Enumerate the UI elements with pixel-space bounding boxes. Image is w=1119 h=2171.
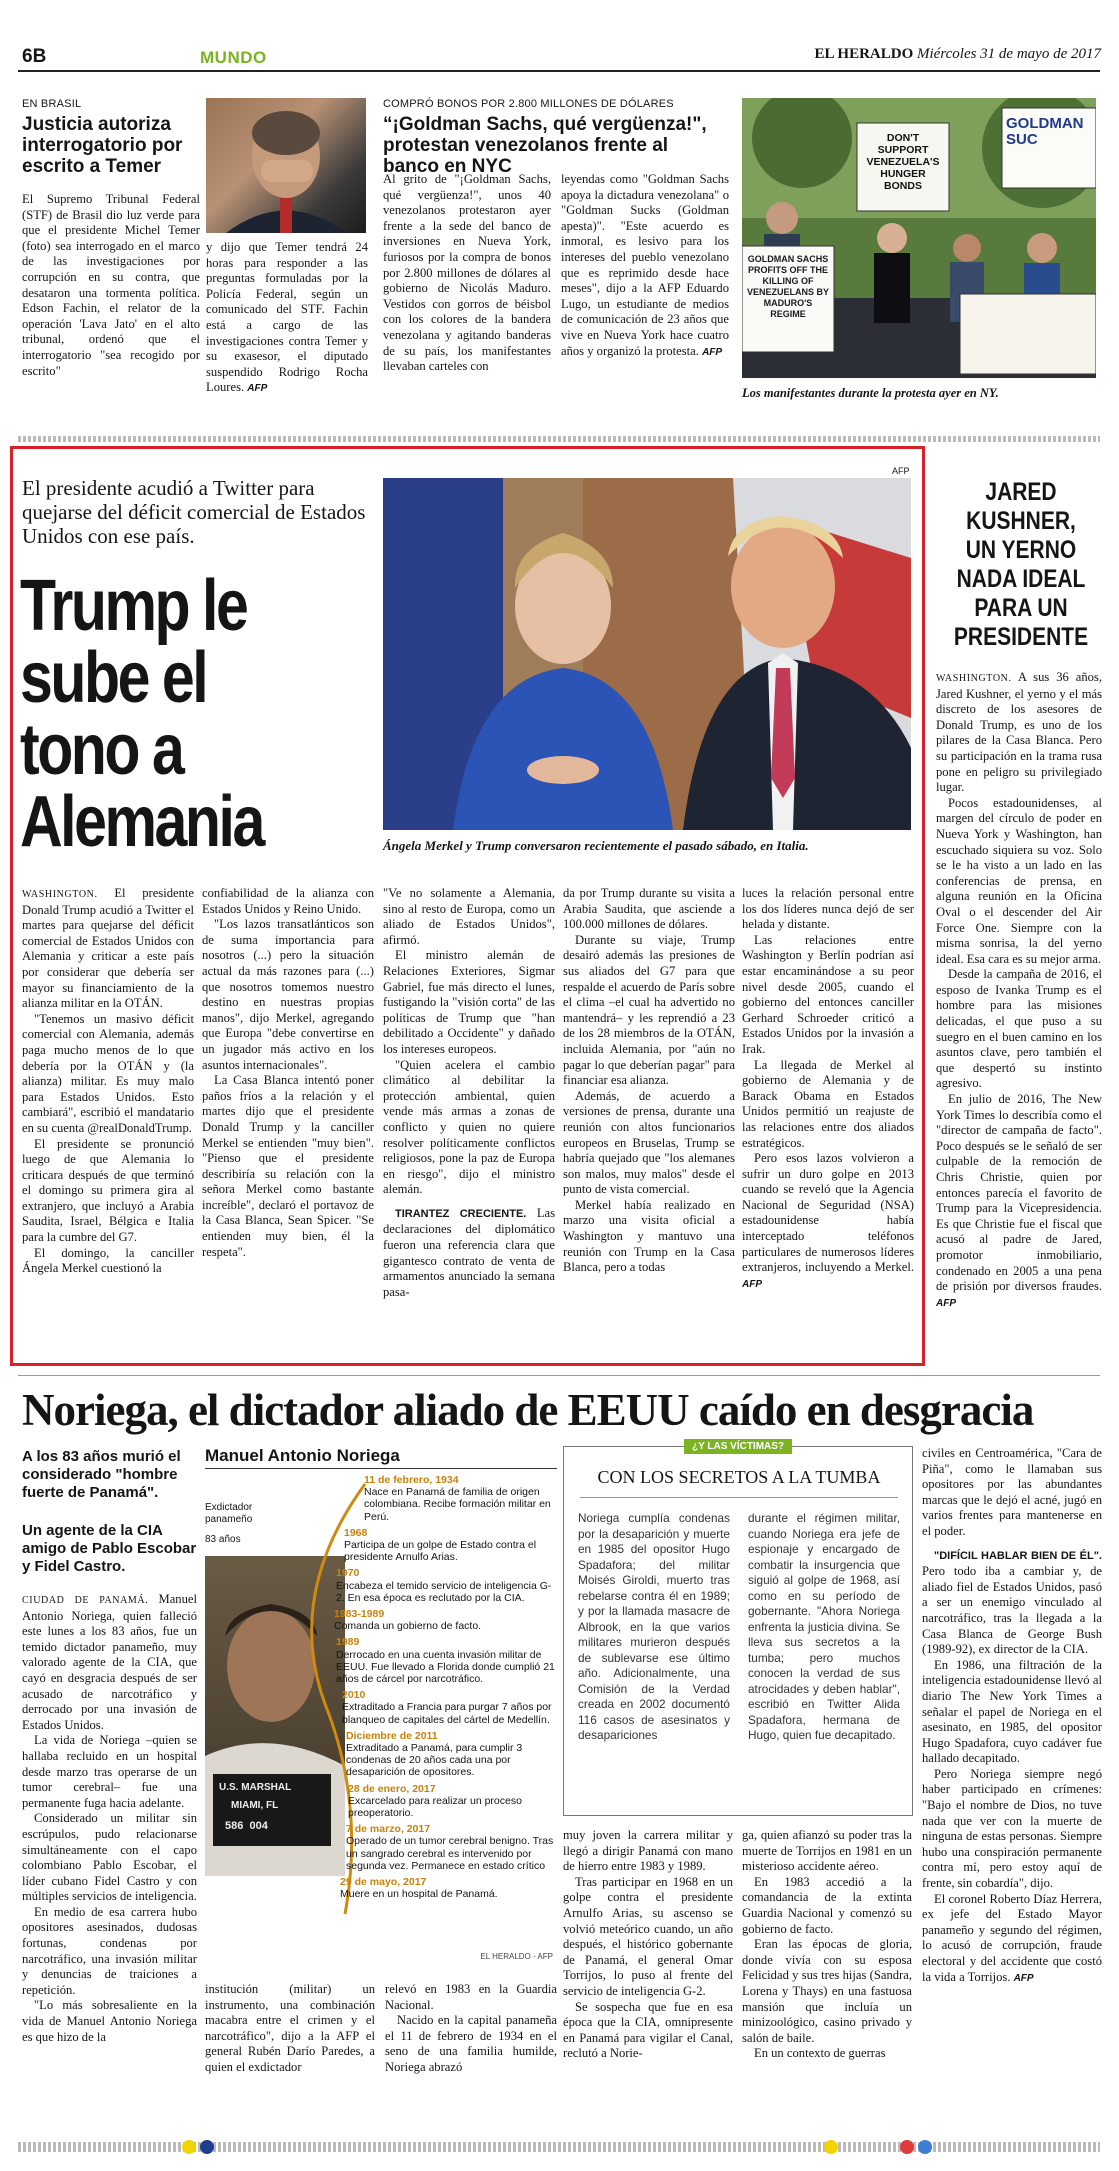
venezuela-kicker: COMPRÓ BONOS POR 2.800 MILLONES DE DÓLARES — [383, 98, 674, 110]
protest-sign-3: GOLDMAN SUC — [1006, 115, 1084, 148]
timeline-event: 7 de marzo, 2017 Operado de un tumor cerebral benigno. Tras un sangrado cerebral es intervenido por segunda vez. Permanece en estado crítico — [346, 1823, 554, 1872]
trump-dateline: WASHINGTON. — [22, 889, 98, 900]
timeline-event: 1970 Encabeza el temido servicio de inteligencia G-2. En esa época es reclutado por la CIA. — [336, 1567, 552, 1604]
page-number: 6B — [22, 46, 47, 67]
noriega-top-rule — [18, 1375, 1100, 1376]
trump-col1: WASHINGTON. El presidente Donald Trump acudió a Twitter el martes para quejarse del déficit comercial de Estados Unidos con Alemania y criticar a este país por considerar que debería ser mayor su financiamiento de la alianza militar en la OTÁN. "Tenemos un masivo déficit comercial con Alemania, además paga mucho menos de lo que debería por la OTÁN y (la alianza) militar. Es muy malo para Estados Unidos. Esto cambiará", escribió el mandatario en su cuenta @realDonaldTrump. El presidente se pronunció luego de que Alemania lo criticara después de que terminó el domingo su primera gira al extranjero, que incluyó a Arabia Saudita, Israel, Bélgica e Italia para la cumbre del G7. El domingo, la canciller Ángela Merkel cuestionó la — [22, 886, 194, 1276]
kushner-headline: JARED KUSHNER, UN YERNO NADA IDEAL PARA UN PRESIDENTE — [953, 478, 1089, 651]
trump-credit: AFP — [742, 1278, 762, 1290]
noriega-col-b2: relevó en 1983 en la Guardia Nacional. Nacido en la capital panameña el 11 de febrero de 1934 en el seno de una familia humilde, Noriega abrazó — [385, 1982, 557, 2074]
trump-col2: confiabilidad de la alianza con Estados Unidos y Reino Unido. "Los lazos transatlánticos son de suma importancia para nosotros (...) pero la situación actual da más razones para (...) que nosotros tomemos nuestro destino en nuestras propias manos", dijo Merkel, agregando que Europa "debe convertirse en un jugador más activo en los asuntos internacionales". La Casa Blanca intentó poner paños fríos a la relación y el martes dijo que el presidente Donald Trump y la canciller Merkel se entienden "muy bien". "Pienso que el presidente describiría su relación con la señora Merkel como bastante increíble", declaró el portavoz de la Casa Blanca, Sean Spicer. "Se entienden muy bien, él la respeta". — [202, 886, 374, 1259]
timeline-event: 11 de febrero, 1934 Nace en Panamá de familia de origen colombiana. Recibe formación militar en Perú. — [364, 1474, 551, 1523]
registration-mark-yellow — [824, 2140, 838, 2154]
victims-sidebar — [563, 1441, 913, 1816]
protest-caption: Los manifestantes durante la protesta ayer en NY. — [742, 386, 999, 400]
noriega-lead2: Un agente de la CIA amigo de Pablo Escobar y Fidel Castro. — [22, 1522, 197, 1575]
kushner-dateline: WASHINGTON. — [936, 673, 1012, 684]
protest-sign-1: DON'T SUPPORT VENEZUELA'S HUNGER BONDS — [866, 132, 940, 192]
brazil-credit: AFP — [247, 383, 268, 395]
brazil-headline: Justicia autoriza interrogatorio por escrito a Temer — [22, 114, 183, 177]
trump-subhead: TIRANTEZ CRECIENTE. — [395, 1207, 527, 1220]
registration-mark-red — [900, 2140, 914, 2154]
timeline-event: 28 de enero, 2017 Excarcelado para realizar un proceso preoperatorio. — [348, 1782, 522, 1820]
graphic-exdictator: Exdictador panameño — [205, 1502, 253, 1525]
victims-text-left: Noriega cumplía condenas por la desaparición y muerte en 1985 del opositor Hugo Spadafora; del militar Moisés Giroldi, muerto tras rebelarse contra él en 1989; y por la llamada masacre de Albrook, en la que varios militares murieron después de sublevarse ese último año. Adicionalmente, una Comisión de la Verdad creada en 2002 documentó 116 casos de asesinatos y desapariciones — [578, 1511, 730, 1742]
footer-dot-strip — [18, 2142, 1100, 2152]
registration-mark-blue — [918, 2140, 932, 2154]
mugshot-badge-line1: U.S. MARSHAL — [219, 1782, 292, 1793]
trump-col5: luces la relación personal entre los dos líderes nunca dejó de ser helada y distante. Las relaciones entre Washington y Berlín podrían así estar encaminándose a su peor nivel desde 2005, cuando el gobierno del entonces canciller Gerhard Schroeder criticó a Estados Unidos por la invasión a Irak. La llegada de Merkel al gobierno de Alemania y de Barack Obama en Estados Unidos permitió un reajuste de las relaciones entre dos aliados estratégicos. Pero esos lazos volvieron a sufrir un duro golpe en 2013 cuando se reveló que la Agencia Nacional de Seguridad (NSA) estadounidense había interceptado teléfonos particulares de numerosos líderes extranjeros, incluyendo a Merkel. AFP — [742, 886, 914, 1290]
graphic-credit: EL HERALDO - AFP — [480, 1952, 553, 1961]
noriega-lead1: A los 83 años murió el considerado "hombre fuerte de Panamá". — [22, 1448, 181, 1501]
brazil-body-right: y dijo que Temer tendrá 24 horas para responder a las preguntas formuladas por la Policía Federal, según un comunicado del STF. Fachin está a cargo de las investigaciones contra Temer y su exasesor, el diputado suspendido Rodrigo Rocha Loures. AFP — [206, 240, 368, 395]
protest-photo — [742, 98, 1096, 378]
noriega-subhead: "DIFÍCIL HABLAR BIEN DE ÉL". — [934, 1549, 1102, 1562]
registration-mark-yellow — [182, 2140, 196, 2154]
paper-name: EL HERALDO — [814, 46, 914, 62]
issue-date: Miércoles 31 de mayo de 2017 — [917, 46, 1101, 62]
trump-col3: "Ve no solamente a Alemania, sino al resto de Europa, como un aliado de Estados Unidos", afirmó. El ministro alemán de Relaciones Exteriores, Sigmar Gabriel, fue más directo el lunes, fustigando la "visión corta" de las políticas de Trump que "han debilitado a Occidente" y dañado los intereses europeos. "Quien acelera el cambio climático al debilitar la protección ambiental, quien vende más armas a zonas de conflicto y quien no quiere resolver políticamente conflictos religiosos, pone la paz de Europa en riesgo", dijo el ministro alemán. TIRANTEZ CRECIENTE. Las declaraciones del diplomático fueron una referencia clara que gigantesco contrato de venta de armamentos anunciado la semana pasa- — [383, 886, 555, 1299]
timeline-event: 2010 Extraditado a Francia para purgar 7 años por blanqueo de capitales del cártel de Medellín. — [342, 1689, 552, 1726]
venezuela-credit: AFP — [702, 346, 723, 358]
masthead-rule — [18, 70, 1100, 72]
venezuela-col1: Al grito de "¡Goldman Sachs, qué vergüenza!", unos 40 venezolanos protestaron ayer frente a la sede del banco de inversiones en Nueva York, furiosos por la compra de bonos por 2.800 millones de dólares al gobierno de Nicolás Maduro. Vestidos con gorros de béisbol con los colores de la bandera venezolana y agitando banderas de su país, los manifestantes llevaban carteles con — [383, 172, 551, 374]
merkel-trump-photo — [383, 478, 911, 830]
noriega-col-b4: ga, quien afianzó su poder tras la muerte de Torrijos en 1981 en un misterioso accidente aéreo. En 1983 accedió a la comandancia de la extinta Guardia Nacional y comenzó su gobierno de facto. Eran las épocas de gloria, donde vivía con su esposa Felicidad y sus tres hijas (Sandra, Lorena y Thays) en una fastuosa mansión que incluía un minizoológico, casino privado y salón de baile. En un contexto de guerras — [742, 1828, 912, 2061]
timeline-event: Diciembre de 2011 Extraditado a Panamá, para cumplir 3 condenas de 20 años cada una por desaparición de opositores. — [346, 1729, 523, 1779]
noriega-col-b1: institución (militar) un instrumento, una combinación macabra entre el crimen y el narcotráfico", dijo a la AFP el general Rubén Darío Paredes, a quien el exdictador — [205, 1982, 375, 2074]
trump-col4: da por Trump durante su visita a Arabia Saudita, que asciende a 100.000 millones de dólares. Durante su viaje, Trump desairó además las presiones de sus aliados del G7 para que respalde el acuerdo de París sobre el clima –el cual ha advertido no mantendrá– y les reprendió a 23 de los 28 miembros de la OTÁN, incluida Alemania, por "aún no pagar lo que deberían pagar" para financiar esa alianza. Además, de acuerdo a versiones de prensa, durante una reunión con altos funcionarios europeos en Bruselas, Trump se habría quejado que "los alemanes son malos, muy malos" desde el punto de vista comercial. Merkel había realizado en marzo una visita oficial a Washington y mantuvo una reunión con Trump en la Casa Blanca, pero a todas — [563, 886, 735, 1275]
noriega-col-b3: muy joven la carrera militar y llegó a dirigir Panamá con mano de hierro entre 1983 y 1989. Tras participar en 1968 en un golpe contra el presidente Arnulfo Arias, su ascenso se volvió meteórico cuando, un año después, el histórico gobernante de Panamá, el general Omar Torrijos, lo puso al frente del servicio de inteligencia G-2. Se sospecha que fue en esa época que la CIA, omnipresente en Panamá para vigilar el Canal, reclutó a Norie- — [563, 1828, 733, 2061]
noriega-headline: Noriega, el dictador aliado de EEUU caído en desgracia — [22, 1385, 1034, 1435]
timeline — [330, 1474, 557, 1901]
section-label: MUNDO — [200, 48, 267, 67]
mugshot-badge-line2: MIAMI, FL — [231, 1800, 279, 1811]
registration-mark-blue — [200, 2140, 214, 2154]
noriega-col1: CIUDAD DE PANAMÁ. Manuel Antonio Noriega, quien falleció este lunes a los 83 años, fue un temido dictador panameño, muy valorado agente de la CIA, que cayó en desgracia después de ser acusado de narcotráfico y derrocado por una invasión de Estados Unidos. La vida de Noriega –quien se hallaba recluido en un hospital desde marzo tras operarse de un tumor cerebral– fue una permanente fuga hacia adelante. Considerado un militar sin escrúpulos, pudo relacionarse simultáneamente con el capo colombiano Pablo Escobar, el líder cubano Fidel Castro y con múltiples servicios de inteligencia. En medio de esa carrera hubo opositores asesinados, dudosas fortunas, condenas por narcotráfico, una invasión militar y denuncias de traiciones a repetición. "Lo más sobresaliente en la vida de Manuel Antonio Noriega es que hizo de la — [22, 1592, 197, 2044]
brazil-body-left: El Supremo Tribunal Federal (STF) de Brasil dio luz verde para que el presidente Michel Temer (foto) sea interrogado en el marco de las investigaciones por corrupción en su contra, que desataron una tormenta política. Edson Fachin, el relator de la operación 'Lava Jato' en el alto tribunal, ordenó que el interrogatorio "sea recogido por escrito" — [22, 192, 200, 378]
graphic-title: Manuel Antonio Noriega — [205, 1446, 400, 1465]
noriega-graphic — [205, 1446, 557, 1966]
trump-headline: Trump le sube el tono a Alemania — [20, 566, 263, 862]
temer-photo-svg — [206, 98, 366, 233]
merkel-trump-caption: Ángela Merkel y Trump conversaron recientemente el pasado sábado, en Italia. — [383, 838, 809, 853]
victims-title: CON LOS SECRETOS A LA TUMBA — [597, 1467, 881, 1487]
section-divider — [18, 436, 1100, 442]
merkel-trump-photo-svg — [383, 478, 911, 830]
noriega-dateline: CIUDAD DE PANAMÁ. — [22, 1595, 149, 1606]
timeline-event: 1983-1989 Comanda un gobierno de facto. — [334, 1608, 482, 1633]
trump-photo-credit: AFP — [892, 466, 910, 476]
mugshot-badge-line3: 586 004 — [225, 1820, 268, 1832]
timeline-event: 1989 Derrocado en una cuenta invasión militar de EEUU. Fue llevado a Florida donde cumplió 21 años de cárcel por narcotráfico. — [336, 1636, 555, 1686]
victims-text-right: durante el régimen militar, cuando Noriega era jefe de espionaje y encargado de combatir la insurgencia que siguió al golpe de 1968, así como en su período de gobernante. "Ahora Noriega enfrenta la justicia divina. Se lleva sus secretos a la tumba; pero muchos conocen la verdad de sus atrocidades y deben hablar", escribió en Twitter Alida Spadafora, hermana de Hugo, quien fue decapitado. — [748, 1511, 900, 1742]
venezuela-headline: “¡Goldman Sachs, qué vergüenza!", protestan venezolanos frente al banco en NYC — [383, 114, 707, 177]
victims-tag: ¿Y LAS VÍCTIMAS? — [684, 1439, 792, 1454]
brazil-kicker: EN BRASIL — [22, 98, 82, 110]
trump-deck: El presidente acudió a Twitter para quejarse del déficit comercial de Estados Unidos con ese país. — [22, 476, 366, 548]
timeline-event: 29 de mayo, 2017 Muere en un hospital de Panamá. — [340, 1876, 498, 1901]
noriega-col-right: civiles en Centroamérica, "Cara de Piña", como le llamaban sus opositores por las abundantes marcas que le dejó el acné, jugó en varios frentes para mantenerse en el poder. "DIFÍCIL HABLAR BIEN DE ÉL". Pero todo iba a cambiar y, de aliado fiel de Estados Unidos, pasó a ser un enemigo vinculado al narcotráfico, tras la llegada a la Casa Blanca de George Bush (1989-92), ex director de la CIA. En 1986, una filtración de la inteligencia estadounidense llevó al diario The New York Times a señalar el papel de Noriega en el asesinato, en 1985, del opositor Hugo Spadafora, cuyo cadáver fue hallado decapitado. Pero Noriega siempre negó haber participado en crímenes: "Bajo el nombre de Dios, no tuve nada que ver con la muerte de ninguna de estas personas. Siempre hubo una conspiración permanente contra mí, pero estoy aquí de frente, sin cobardía", dijo. El coronel Roberto Díaz Herrera, ex jefe del Estado Mayor panameño y segundo del régimen, lo acusó de corrupción, fraude electoral y del accidente que costó la vida a Torrijos. AFP — [922, 1446, 1102, 1984]
venezuela-col2: leyendas como "Goldman Sachs apoya la dictadura venezolana" o "Goldman Sucks (Goldman apesta)". "Este acuerdo es inmoral, es lesivo para los intereses del pueblo venezolano que es reprimido desde hace meses", dijo a la AFP Eduardo Lugo, un estudiante de medios de comunicación de 23 años que vive en Nueva York hace cuatro años y organizó la protesta. AFP — [561, 172, 729, 358]
noriega-credit: AFP — [1013, 1972, 1034, 1984]
temer-photo — [206, 98, 366, 233]
kushner-credit: AFP — [936, 1297, 956, 1309]
graphic-age: 83 años — [205, 1534, 241, 1545]
timeline-event: 1968 Participa de un golpe de Estado contra el presidente Arnulfo Arias. — [344, 1526, 537, 1564]
protest-sign-2: GOLDMAN SACHS PROFITS OFF THE KILLING OF VENEZUELANS BY MADURO'S REGIME — [746, 254, 829, 319]
masthead-right — [814, 46, 1101, 63]
kushner-body: WASHINGTON. A sus 36 años, Jared Kushner, el yerno y el más discreto de los asesores de Donald Trump, es uno de los pilares de la Casa Blanca. Pero su participación en la trama rusa pone en peligro su privilegiado lugar. Pocos estadounidenses, al margen del círculo de poder en Nueva York y Washington, han escuchado siquiera su voz. Solo se le ha visto a un lado en las conferencias de prensa, en alguna reunión en la Oficina Oval o el descender del Air Force One. Siempre con la misma sonrisa, la del yerno ideal. Esa cara es su mejor arma. Desde la campaña de 2016, el esposo de Ivanka Trump es el hombre para las misiones delicadas, el que puso a su suegro en el buen camino en los asuntos clave, pero también el que despertó su instinto agresivo. En julio de 2016, The New York Times lo describía como el "director de campaña de facto". Poco después se le señaló de ser culpable de la remoción de Chris Christie, quien por entonces parecía el favorito de Trump para la Vicepresidencia. Es que Christie fue el fiscal que acusó al padre de Jared, promotor inmobiliario, condenado en 2005 a una pena de prisión por diversos fraudes. AFP — [936, 670, 1102, 1309]
